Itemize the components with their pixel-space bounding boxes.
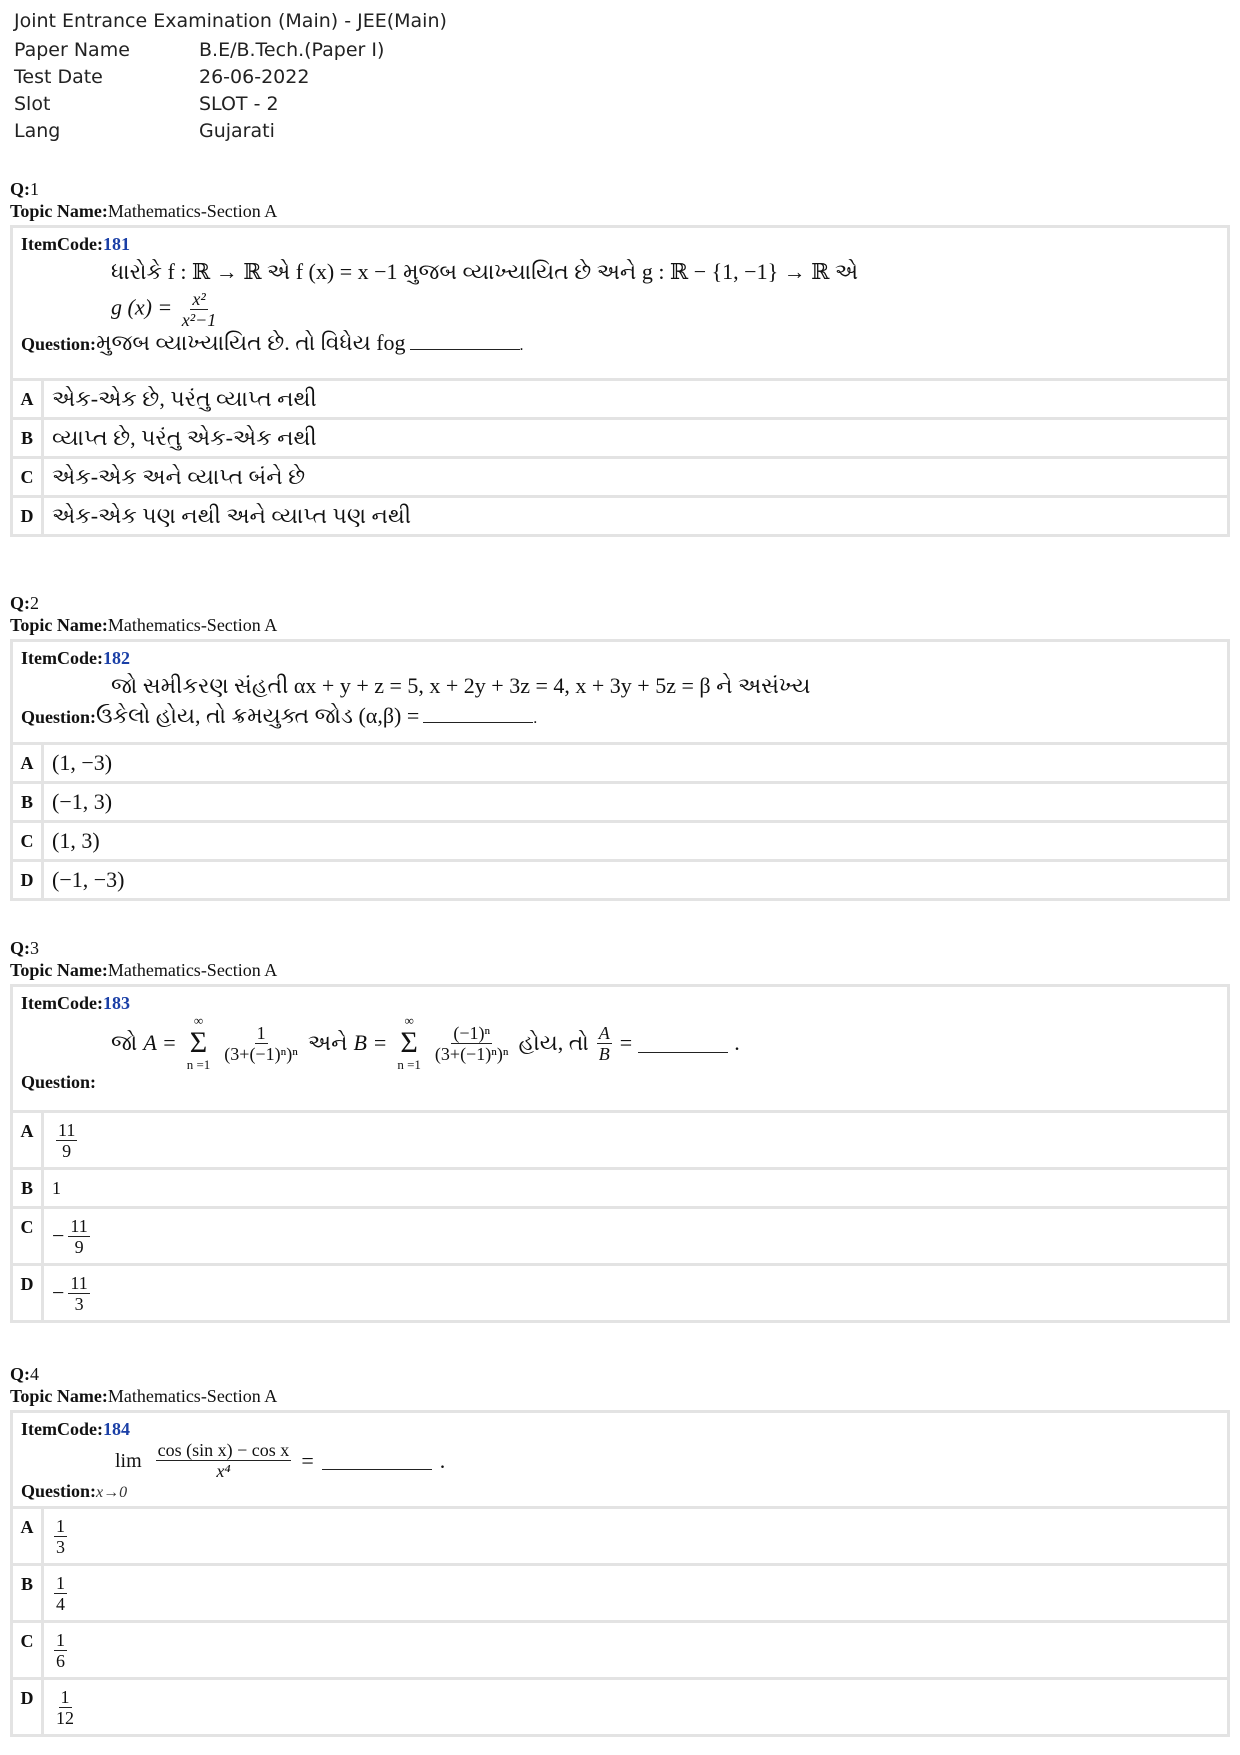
option-d[interactable]: D $\frac{1}{12}$ [13, 1680, 1227, 1734]
exam-header [14, 10, 447, 144]
question-line: Question: [21, 1072, 97, 1092]
option-b[interactable]: B (−1, 3) [13, 784, 1227, 823]
exam-info-table [14, 36, 384, 144]
info-row [14, 90, 384, 117]
question-box [10, 639, 1230, 901]
exam-title: Joint Entrance Examination (Main) - JEE(Main) [14, 10, 447, 32]
option-b[interactable]: B 1 [13, 1170, 1227, 1209]
question-number: Q:2 [10, 593, 39, 613]
question-box [10, 1410, 1230, 1737]
question-box [10, 225, 1230, 537]
answer-blank [410, 331, 520, 350]
info-value: Gujarati [199, 119, 275, 142]
question-stem: ધારોકે f : ℝ → ℝ એ f (x) = x −1 મુજબ વ્યાખ્યાયિત છે અને g : ℝ − {1, −1} → ℝ એ [111, 259, 859, 284]
topic-name: Topic Name:Mathematics-Section A [10, 201, 278, 221]
question-block-3 [10, 937, 1230, 1323]
topic-name: Topic Name:Mathematics-Section A [10, 615, 278, 635]
option-d[interactable]: D − $\frac{11}{3}$ [13, 1266, 1227, 1320]
question-block-2 [10, 592, 1230, 901]
option-c[interactable]: C − $\frac{11}{9}$ [13, 1209, 1227, 1266]
answer-blank [322, 1451, 432, 1470]
question-number: Q:4 [10, 1364, 39, 1384]
question-stem: જો A = ∞ Σ n =1 $\frac{1}{\text{(3+(−1)ⁿ)ⁿ}}$ અને B = ∞ Σ n =1 $\frac{\text{(−1)ⁿ}}{\text{(3+(−1)ⁿ)ⁿ}}$ હોય, તો $\frac{A}{B}$ = . [111, 1013, 740, 1072]
option-c[interactable]: C એક-એક અને વ્યાપ્ત બંને છે [13, 459, 1227, 498]
item-code: ItemCode:183 [21, 993, 130, 1013]
topic-name: Topic Name:Mathematics-Section A [10, 960, 278, 980]
question-line: Question:x→0 [21, 1481, 128, 1501]
answer-blank [423, 704, 533, 723]
question-block-1 [10, 178, 1230, 537]
question-row [13, 228, 1227, 381]
question-line: Question:મુજબ વ્યાખ્યાયિત છે. તો વિધેય fog . [21, 330, 524, 355]
question-row [13, 642, 1227, 745]
item-code: ItemCode:184 [21, 1419, 130, 1439]
option-b[interactable]: B વ્યાપ્ત છે, પરંતુ એક-એક નથી [13, 420, 1227, 459]
info-row [14, 63, 384, 90]
option-c[interactable]: C (1, 3) [13, 823, 1227, 862]
option-a[interactable]: A એક-એક છે, પરંતુ વ્યાપ્ત નથી [13, 381, 1227, 420]
item-code: ItemCode:182 [21, 648, 130, 668]
item-code: ItemCode:181 [21, 234, 130, 254]
question-box [10, 984, 1230, 1323]
question-line: Question:ઉકેલો હોય, તો ક્રમયુક્ત જોડ (α,β) = . [21, 703, 538, 728]
sum-symbol: ∞ Σ n =1 [186, 1013, 211, 1072]
info-row [14, 117, 384, 144]
info-key: Lang [14, 119, 61, 142]
info-value: 26-06-2022 [199, 65, 310, 88]
option-d[interactable]: D (−1, −3) [13, 862, 1227, 898]
question-row [13, 987, 1227, 1113]
info-key: Test Date [14, 65, 103, 88]
question-stem: જો સમીકરણ સંહતી αx + y + z = 5, x + 2y + 3z = 4, x + 3y + 5z = β ને અસંખ્ય [111, 673, 811, 698]
option-c[interactable]: C $\frac{1}{6}$ [13, 1623, 1227, 1680]
question-block-4 [10, 1363, 1230, 1737]
info-key: Paper Name [14, 38, 130, 61]
option-b[interactable]: B $\frac{1}{4}$ [13, 1566, 1227, 1623]
question-row [13, 1413, 1227, 1509]
info-value: SLOT - 2 [199, 92, 279, 115]
option-a[interactable]: A $\frac{11}{9}$ [13, 1113, 1227, 1170]
question-number: Q:1 [10, 179, 39, 199]
topic-name: Topic Name:Mathematics-Section A [10, 1386, 278, 1406]
info-row [14, 36, 384, 63]
option-d[interactable]: D એક-એક પણ નથી અને વ્યાપ્ત પણ નથી [13, 498, 1227, 534]
option-a[interactable]: A (1, −3) [13, 745, 1227, 784]
info-key: Slot [14, 92, 51, 115]
option-a[interactable]: A $\frac{1}{3}$ [13, 1509, 1227, 1566]
question-stem-formula: g (x) = $\frac{\text{x²}}{\text{x²−1}}$ [111, 289, 217, 330]
question-stem: lim $\frac{\text{cos (sin x) − cos x}}{\text{x⁴}}$ = . [115, 1440, 446, 1481]
sum-symbol: ∞ Σ n =1 [397, 1013, 421, 1072]
answer-blank [638, 1034, 728, 1053]
info-value: B.E/B.Tech.(Paper I) [199, 38, 385, 61]
question-number: Q:3 [10, 938, 39, 958]
